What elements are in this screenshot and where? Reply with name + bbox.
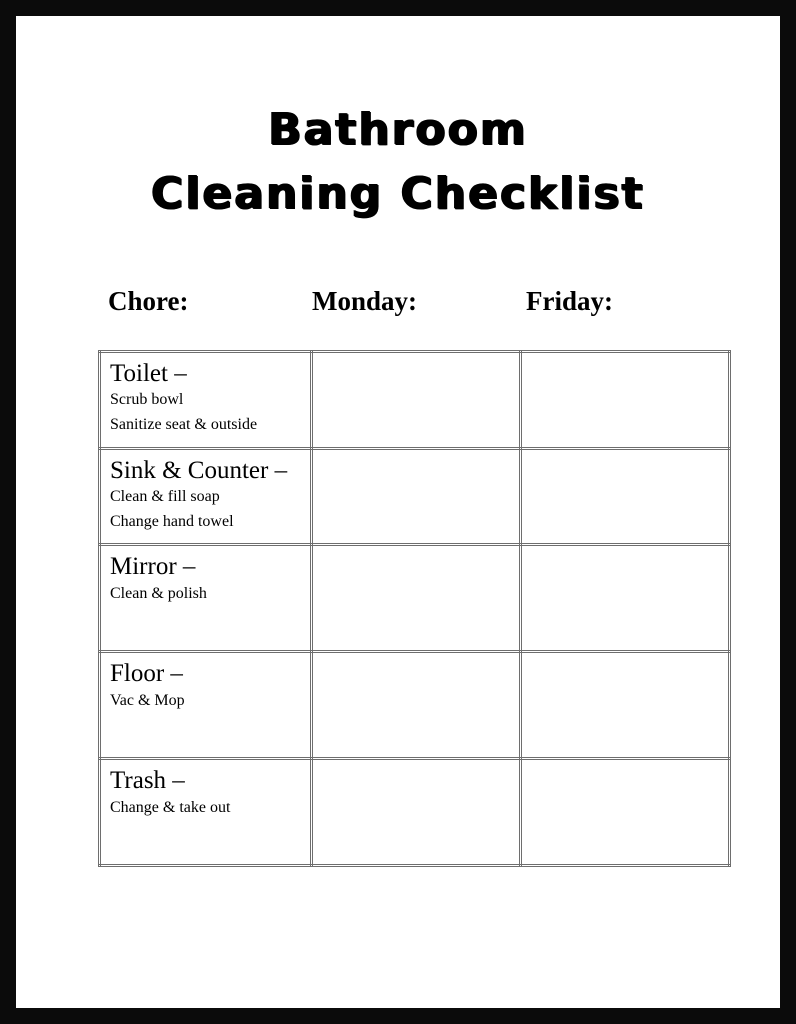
monday-checkbox-cell[interactable] bbox=[312, 352, 521, 449]
checklist-table bbox=[98, 350, 731, 867]
friday-checkbox-cell[interactable] bbox=[521, 759, 730, 866]
printable-page bbox=[16, 16, 780, 1008]
page-title bbox=[16, 98, 780, 226]
monday-checkbox-cell[interactable] bbox=[312, 759, 521, 866]
monday-checkbox-cell[interactable] bbox=[312, 448, 521, 545]
chore-title: Toilet – bbox=[110, 360, 187, 387]
chore-cell bbox=[100, 352, 312, 449]
chore-task: Clean & fill soap bbox=[110, 487, 220, 505]
monday-checkbox-cell[interactable] bbox=[312, 545, 521, 652]
chore-title: Mirror – bbox=[110, 553, 196, 581]
chore-cell bbox=[100, 448, 312, 545]
column-header-friday: Friday: bbox=[526, 286, 613, 316]
chore-task: Change & take out bbox=[110, 798, 231, 816]
friday-checkbox-cell[interactable] bbox=[521, 545, 730, 652]
friday-checkbox-cell[interactable] bbox=[521, 652, 730, 759]
friday-entry[interactable] bbox=[522, 760, 728, 864]
chore-cell bbox=[100, 759, 312, 866]
friday-entry[interactable] bbox=[522, 546, 728, 650]
column-header-chore: Chore: bbox=[108, 286, 189, 316]
monday-entry[interactable] bbox=[313, 760, 519, 864]
chore-task: Sanitize seat & outside bbox=[110, 415, 258, 433]
chore-cell bbox=[100, 545, 312, 652]
chore-task: Scrub bowl bbox=[110, 391, 184, 409]
table-row bbox=[100, 759, 730, 866]
page-title-line-2: Cleaning Checklist bbox=[151, 167, 645, 219]
chore-task: Vac & Mop bbox=[110, 691, 185, 709]
monday-checkbox-cell[interactable] bbox=[312, 652, 521, 759]
friday-entry[interactable] bbox=[522, 450, 728, 538]
friday-checkbox-cell[interactable] bbox=[521, 448, 730, 545]
column-header-monday: Monday: bbox=[312, 286, 418, 316]
chore-task: Clean & polish bbox=[110, 584, 207, 602]
friday-entry[interactable] bbox=[522, 353, 728, 441]
monday-entry[interactable] bbox=[313, 450, 519, 538]
chore-cell bbox=[100, 652, 312, 759]
chore-title: Trash – bbox=[110, 767, 185, 795]
monday-entry[interactable] bbox=[313, 653, 519, 757]
friday-entry[interactable] bbox=[522, 653, 728, 757]
chore-task: Change hand towel bbox=[110, 512, 234, 530]
monday-entry[interactable] bbox=[313, 353, 519, 441]
column-headers bbox=[84, 286, 744, 330]
chore-title: Floor – bbox=[110, 660, 183, 688]
table-row bbox=[100, 352, 730, 449]
table-row bbox=[100, 652, 730, 759]
table-row bbox=[100, 545, 730, 652]
monday-entry[interactable] bbox=[313, 546, 519, 650]
friday-checkbox-cell[interactable] bbox=[521, 352, 730, 449]
chore-title: Sink & Counter – bbox=[110, 456, 288, 484]
page-title-line-1: Bathroom bbox=[268, 104, 528, 155]
table-row bbox=[100, 448, 730, 545]
